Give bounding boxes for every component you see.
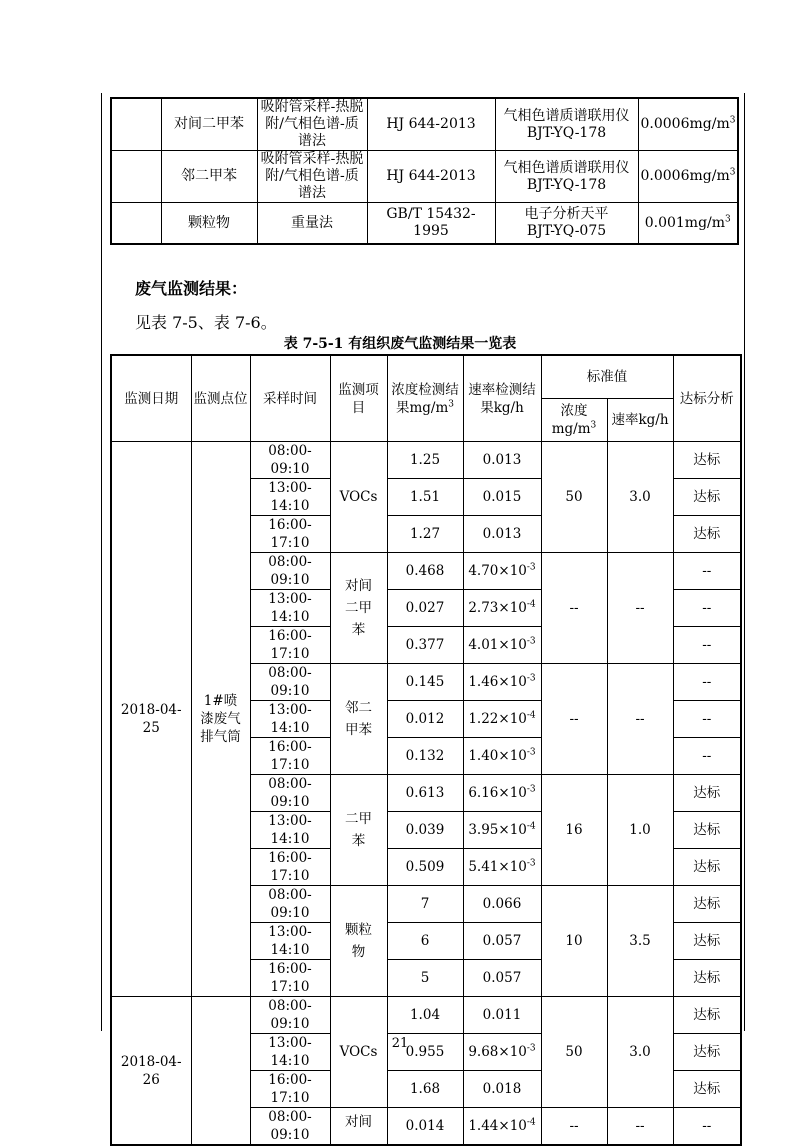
- header-point: [191, 355, 250, 442]
- result-cell-text: --: [702, 674, 712, 690]
- result-cell-text: --: [702, 637, 712, 653]
- result-cell: [673, 516, 741, 553]
- superscript: 3: [729, 167, 736, 178]
- method-instrument-text: 气相色谱质谱联用仪: [503, 107, 630, 124]
- method-item-text: 对间二甲苯: [174, 116, 244, 132]
- rate-cell-text: 1.22×10: [468, 711, 527, 727]
- rate-cell-text: 0.066: [482, 896, 522, 912]
- result-cell: [673, 553, 741, 590]
- item-cell: [330, 886, 387, 997]
- conc-cell-text: 0.955: [405, 1044, 445, 1060]
- rate-cell: [463, 886, 541, 923]
- method-limit-text: 0.0006mg/m: [640, 116, 730, 132]
- time-cell: [250, 923, 330, 960]
- table-row: [111, 98, 738, 151]
- conc-cell-text: 1.68: [409, 1081, 441, 1097]
- blank-cell: [111, 151, 161, 203]
- rate-cell: [463, 516, 541, 553]
- rate-cell-text: 0.011: [482, 1007, 522, 1023]
- std-conc-cell-text: --: [569, 600, 579, 616]
- conc-cell: [387, 553, 463, 590]
- conc-cell: [387, 1108, 463, 1146]
- conc-cell-text: 0.132: [405, 748, 445, 764]
- item-cell-text: VOCs: [339, 489, 378, 505]
- method-table: [110, 97, 739, 245]
- result-cell-text: 达标: [693, 785, 721, 801]
- conc-cell: [387, 812, 463, 849]
- time-cell: [250, 1108, 330, 1146]
- result-cell-text: 达标: [693, 1081, 721, 1097]
- method-standard-text: HJ 644-2013: [386, 168, 476, 184]
- method-item-text: 颗粒物: [188, 214, 230, 231]
- item-cell-text: 二甲苯: [345, 811, 372, 849]
- std-conc-cell: [541, 775, 607, 886]
- rate-cell: [463, 701, 541, 738]
- std-conc-cell-text: --: [569, 711, 579, 727]
- header-conc-text: 浓度检测结果mg/m: [391, 381, 459, 416]
- conc-cell: [387, 442, 463, 479]
- header-item-text: 监测项目: [338, 381, 379, 416]
- item-cell: [330, 442, 387, 553]
- header-std-conc: [541, 399, 607, 442]
- result-cell-text: 达标: [693, 859, 721, 875]
- time-cell: [250, 516, 330, 553]
- time-cell-text: 08:00-09:10: [268, 1109, 312, 1143]
- method-item-text: 邻二甲苯: [181, 168, 237, 184]
- method-name-text: 吸附管采样-热脱附/气相色谱-质谱法: [260, 99, 364, 149]
- result-cell: [673, 812, 741, 849]
- rate-cell: [463, 923, 541, 960]
- rate-cell: [463, 960, 541, 997]
- time-cell-text: 08:00-09:10: [268, 665, 312, 699]
- std-rate-cell: [607, 664, 673, 775]
- conc-cell-text: 1.27: [409, 526, 441, 542]
- header-std-rate-text: 速率kg/h: [611, 412, 669, 428]
- header-std-rate: [607, 399, 673, 442]
- rate-cell-text: 0.057: [482, 970, 522, 986]
- time-cell-text: 13:00-14:10: [268, 591, 312, 625]
- time-cell-text: 08:00-09:10: [268, 998, 312, 1032]
- superscript: -3: [526, 1043, 536, 1054]
- time-cell-text: 08:00-09:10: [268, 887, 312, 921]
- std-conc-cell-text: 50: [565, 489, 583, 505]
- std-conc-cell-text: 10: [565, 933, 583, 949]
- superscript: 3: [729, 115, 736, 126]
- rate-cell: [463, 849, 541, 886]
- method-instrument: [495, 203, 638, 245]
- superscript: 3: [590, 420, 597, 431]
- rate-cell-text: 1.46×10: [468, 674, 527, 690]
- std-rate-cell: [607, 775, 673, 886]
- std-rate-cell: [607, 997, 673, 1108]
- method-name: [257, 98, 367, 151]
- conc-cell-text: 0.145: [405, 674, 445, 690]
- method-standard: [367, 203, 495, 245]
- superscript: -3: [526, 747, 536, 758]
- rate-cell: [463, 627, 541, 664]
- time-cell-text: 13:00-14:10: [268, 480, 312, 514]
- method-item: [161, 151, 257, 203]
- result-cell: [673, 997, 741, 1034]
- point-cell: [191, 442, 250, 997]
- method-standard: [367, 98, 495, 151]
- rate-cell-text: 2.73×10: [468, 600, 527, 616]
- header-standard-text: 标准值: [586, 369, 628, 385]
- header-time-text: 采样时间: [263, 390, 317, 407]
- conc-cell: [387, 627, 463, 664]
- method-limit: [638, 151, 738, 203]
- rate-cell: [463, 1071, 541, 1108]
- section-heading: 废气监测结果：: [135, 279, 248, 298]
- superscript: 3: [725, 213, 731, 224]
- method-limit-text: 0.0006mg/m: [640, 168, 730, 184]
- header-rate-text: 速率检测结果kg/h: [468, 381, 536, 416]
- blank-cell: [111, 203, 161, 245]
- conc-cell-text: 0.377: [405, 637, 445, 653]
- result-cell-text: 达标: [693, 933, 721, 949]
- time-cell: [250, 1071, 330, 1108]
- item-cell-text: 对间: [345, 1114, 372, 1130]
- header-conc: [387, 355, 463, 442]
- std-conc-cell: [541, 664, 607, 775]
- time-cell-text: 16:00-17:10: [268, 739, 312, 773]
- method-instrument: [495, 151, 638, 203]
- std-conc-cell: [541, 997, 607, 1108]
- time-cell: [250, 738, 330, 775]
- time-cell-text: 16:00-17:10: [268, 961, 312, 995]
- item-cell-text: 颗粒物: [345, 922, 372, 960]
- rate-cell: [463, 997, 541, 1034]
- header-compliance-text: 达标分析: [679, 390, 734, 407]
- superscript: -3: [526, 784, 536, 795]
- rate-cell: [463, 442, 541, 479]
- item-cell-text: 对间二甲苯: [345, 578, 372, 638]
- result-cell: [673, 960, 741, 997]
- rate-cell-text: 4.01×10: [468, 637, 527, 653]
- method-standard: [367, 151, 495, 203]
- superscript: -4: [526, 599, 536, 610]
- method-standard-text: GB/T 15432-1995: [386, 206, 476, 239]
- method-name: [257, 203, 367, 245]
- std-conc-cell: [541, 1108, 607, 1146]
- header-time: [250, 355, 330, 442]
- item-cell: [330, 997, 387, 1108]
- conc-cell-text: 0.468: [405, 563, 445, 579]
- method-limit-text: 0.001mg/m: [644, 214, 726, 231]
- header-date-text: 监测日期: [124, 390, 179, 407]
- result-cell: [673, 479, 741, 516]
- conc-cell-text: 0.014: [405, 1118, 445, 1134]
- table-row: [111, 203, 738, 245]
- time-cell: [250, 664, 330, 701]
- date-cell: [111, 442, 191, 997]
- conc-cell-text: 7: [420, 896, 430, 912]
- time-cell-text: 16:00-17:10: [268, 517, 312, 551]
- table-row: [111, 151, 738, 203]
- item-cell: [330, 775, 387, 886]
- header-standard: [541, 355, 673, 399]
- conc-cell: [387, 701, 463, 738]
- table-row: [111, 442, 741, 479]
- std-conc-cell: [541, 886, 607, 997]
- conc-cell-text: 0.027: [405, 600, 445, 616]
- superscript: -3: [526, 673, 536, 684]
- std-rate-cell-text: 3.0: [629, 1044, 651, 1060]
- time-cell: [250, 886, 330, 923]
- item-cell-text: 邻二甲苯: [345, 700, 372, 738]
- conc-cell-text: 0.509: [405, 859, 445, 875]
- result-cell: [673, 923, 741, 960]
- result-cell: [673, 1071, 741, 1108]
- std-rate-cell-text: 3.0: [629, 489, 651, 505]
- time-cell-text: 08:00-09:10: [268, 554, 312, 588]
- result-cell-text: 达标: [693, 896, 721, 912]
- result-cell-text: 达标: [693, 489, 721, 505]
- header-compliance: [673, 355, 741, 442]
- method-instrument-text2: BJT-YQ-178: [526, 124, 607, 141]
- result-cell-text: 达标: [693, 822, 721, 838]
- rate-cell: [463, 553, 541, 590]
- item-cell: [330, 553, 387, 664]
- item-cell: [330, 664, 387, 775]
- conc-cell-text: 6: [420, 933, 430, 949]
- method-item: [161, 98, 257, 151]
- time-cell-text: 16:00-17:10: [268, 628, 312, 662]
- conc-cell-text: 0.039: [405, 822, 445, 838]
- rate-cell-text: 0.057: [482, 933, 522, 949]
- result-cell: [673, 1108, 741, 1146]
- method-limit: [638, 203, 738, 245]
- superscript: -4: [526, 710, 536, 721]
- conc-cell: [387, 664, 463, 701]
- conc-cell-text: 5: [420, 970, 430, 986]
- header-item: [330, 355, 387, 442]
- time-cell-text: 08:00-09:10: [268, 443, 312, 477]
- blank-cell: [111, 98, 161, 151]
- conc-cell: [387, 775, 463, 812]
- result-cell: [673, 627, 741, 664]
- conc-cell-text: 1.51: [409, 489, 441, 505]
- method-instrument-text: 电子分析天平: [524, 206, 609, 222]
- rate-cell-text: 1.40×10: [468, 748, 527, 764]
- rate-cell-text: 0.013: [482, 452, 522, 468]
- section-text: 见表 7-5、表 7-6。: [135, 313, 277, 332]
- result-cell-text: 达标: [693, 526, 721, 542]
- result-cell-text: 达标: [693, 1007, 721, 1023]
- rate-cell: [463, 812, 541, 849]
- std-rate-cell: [607, 886, 673, 997]
- result-cell: [673, 886, 741, 923]
- conc-cell-text: 0.613: [405, 785, 445, 801]
- result-cell: [673, 775, 741, 812]
- std-rate-cell: [607, 1108, 673, 1146]
- date-cell-text: 2018-04-26: [120, 1053, 182, 1088]
- time-cell-text: 16:00-17:10: [268, 850, 312, 884]
- std-rate-cell-text: --: [635, 600, 645, 616]
- method-name-text: 重量法: [291, 214, 333, 231]
- conc-cell: [387, 738, 463, 775]
- time-cell-text: 13:00-14:10: [268, 1035, 312, 1069]
- rate-cell: [463, 775, 541, 812]
- superscript: -4: [526, 821, 536, 832]
- superscript: -4: [526, 1117, 536, 1128]
- point-cell-text: 1#喷漆废气排气筒: [200, 693, 241, 745]
- time-cell-text: 13:00-14:10: [268, 702, 312, 736]
- method-name-text: 吸附管采样-热脱附/气相色谱-质谱法: [260, 151, 364, 201]
- result-cell-text: --: [702, 748, 712, 764]
- time-cell-text: 13:00-14:10: [268, 813, 312, 847]
- std-rate-cell: [607, 442, 673, 553]
- std-conc-cell-text: --: [569, 1118, 579, 1134]
- point-cell: [191, 997, 250, 1146]
- rate-cell-text: 0.018: [482, 1081, 522, 1097]
- rate-cell-text: 4.70×10: [468, 563, 527, 579]
- conc-cell: [387, 997, 463, 1034]
- result-cell: [673, 442, 741, 479]
- conc-cell: [387, 849, 463, 886]
- method-standard-text: HJ 644-2013: [386, 116, 476, 132]
- time-cell-text: 16:00-17:10: [268, 1072, 312, 1106]
- std-rate-cell-text: 1.0: [629, 822, 651, 838]
- header-point-text: 监测点位: [193, 390, 248, 407]
- result-cell-text: --: [702, 1118, 712, 1134]
- result-cell: [673, 701, 741, 738]
- result-cell-text: 达标: [693, 452, 721, 468]
- date-cell-text: 2018-04-25: [120, 702, 182, 736]
- superscript: -3: [526, 562, 536, 573]
- time-cell: [250, 627, 330, 664]
- item-cell-text: VOCs: [339, 1044, 378, 1060]
- result-cell-text: --: [702, 563, 712, 579]
- rate-cell-text: 9.68×10: [468, 1044, 527, 1060]
- std-conc-cell-text: 16: [565, 822, 583, 838]
- rate-cell: [463, 590, 541, 627]
- superscript: -3: [526, 858, 536, 869]
- result-cell: [673, 738, 741, 775]
- header-date: [111, 355, 191, 442]
- time-cell: [250, 849, 330, 886]
- conc-cell: [387, 590, 463, 627]
- item-cell: [330, 1108, 387, 1146]
- time-cell: [250, 553, 330, 590]
- std-conc-cell-text: 50: [565, 1044, 583, 1060]
- method-instrument-text: 气相色谱质谱联用仪: [503, 159, 630, 176]
- method-name: [257, 151, 367, 203]
- results-table: [110, 354, 742, 1146]
- time-cell: [250, 775, 330, 812]
- std-rate-cell: [607, 553, 673, 664]
- method-limit: [638, 98, 738, 151]
- conc-cell: [387, 886, 463, 923]
- std-rate-cell-text: --: [635, 711, 645, 727]
- conc-cell-text: 0.012: [405, 711, 445, 727]
- conc-cell-text: 1.25: [409, 452, 441, 468]
- header-std-conc-text: 浓度mg/m: [551, 403, 591, 437]
- time-cell-text: 08:00-09:10: [268, 776, 312, 810]
- method-instrument-text2: BJT-YQ-178: [526, 176, 607, 193]
- conc-cell: [387, 479, 463, 516]
- time-cell: [250, 960, 330, 997]
- date-cell: [111, 997, 191, 1146]
- table-caption: 表 7-5-1 有组织废气监测结果一览表: [283, 336, 517, 352]
- result-cell: [673, 849, 741, 886]
- conc-cell: [387, 1071, 463, 1108]
- result-cell-text: 达标: [693, 970, 721, 986]
- std-conc-cell: [541, 442, 607, 553]
- time-cell: [250, 812, 330, 849]
- rate-cell: [463, 479, 541, 516]
- conc-cell-text: 1.04: [409, 1007, 441, 1023]
- superscript: -3: [526, 636, 536, 647]
- time-cell: [250, 997, 330, 1034]
- time-cell-text: 13:00-14:10: [268, 924, 312, 958]
- method-instrument: [495, 98, 638, 151]
- table-row: [111, 997, 741, 1034]
- time-cell: [250, 479, 330, 516]
- conc-cell: [387, 923, 463, 960]
- std-conc-cell: [541, 553, 607, 664]
- time-cell: [250, 701, 330, 738]
- rate-cell: [463, 738, 541, 775]
- rate-cell-text: 5.41×10: [468, 859, 527, 875]
- header-rate: [463, 355, 541, 442]
- std-rate-cell-text: --: [635, 1118, 645, 1134]
- superscript: 3: [448, 399, 455, 409]
- result-cell: [673, 664, 741, 701]
- time-cell: [250, 590, 330, 627]
- rate-cell-text: 0.013: [482, 526, 522, 542]
- time-cell: [250, 442, 330, 479]
- std-rate-cell-text: 3.5: [629, 933, 651, 949]
- rate-cell-text: 6.16×10: [468, 785, 527, 801]
- rate-cell-text: 0.015: [482, 489, 522, 505]
- rate-cell: [463, 664, 541, 701]
- conc-cell: [387, 960, 463, 997]
- rate-cell: [463, 1108, 541, 1146]
- method-instrument-text2: BJT-YQ-075: [526, 223, 607, 239]
- page-number: 21: [391, 1036, 409, 1051]
- result-cell: [673, 590, 741, 627]
- result-cell-text: 达标: [693, 1044, 721, 1060]
- result-cell-text: --: [702, 711, 712, 727]
- method-item: [161, 203, 257, 245]
- conc-cell: [387, 516, 463, 553]
- result-cell-text: --: [702, 600, 712, 616]
- rate-cell-text: 3.95×10: [468, 822, 527, 838]
- rate-cell-text: 1.44×10: [468, 1118, 527, 1134]
